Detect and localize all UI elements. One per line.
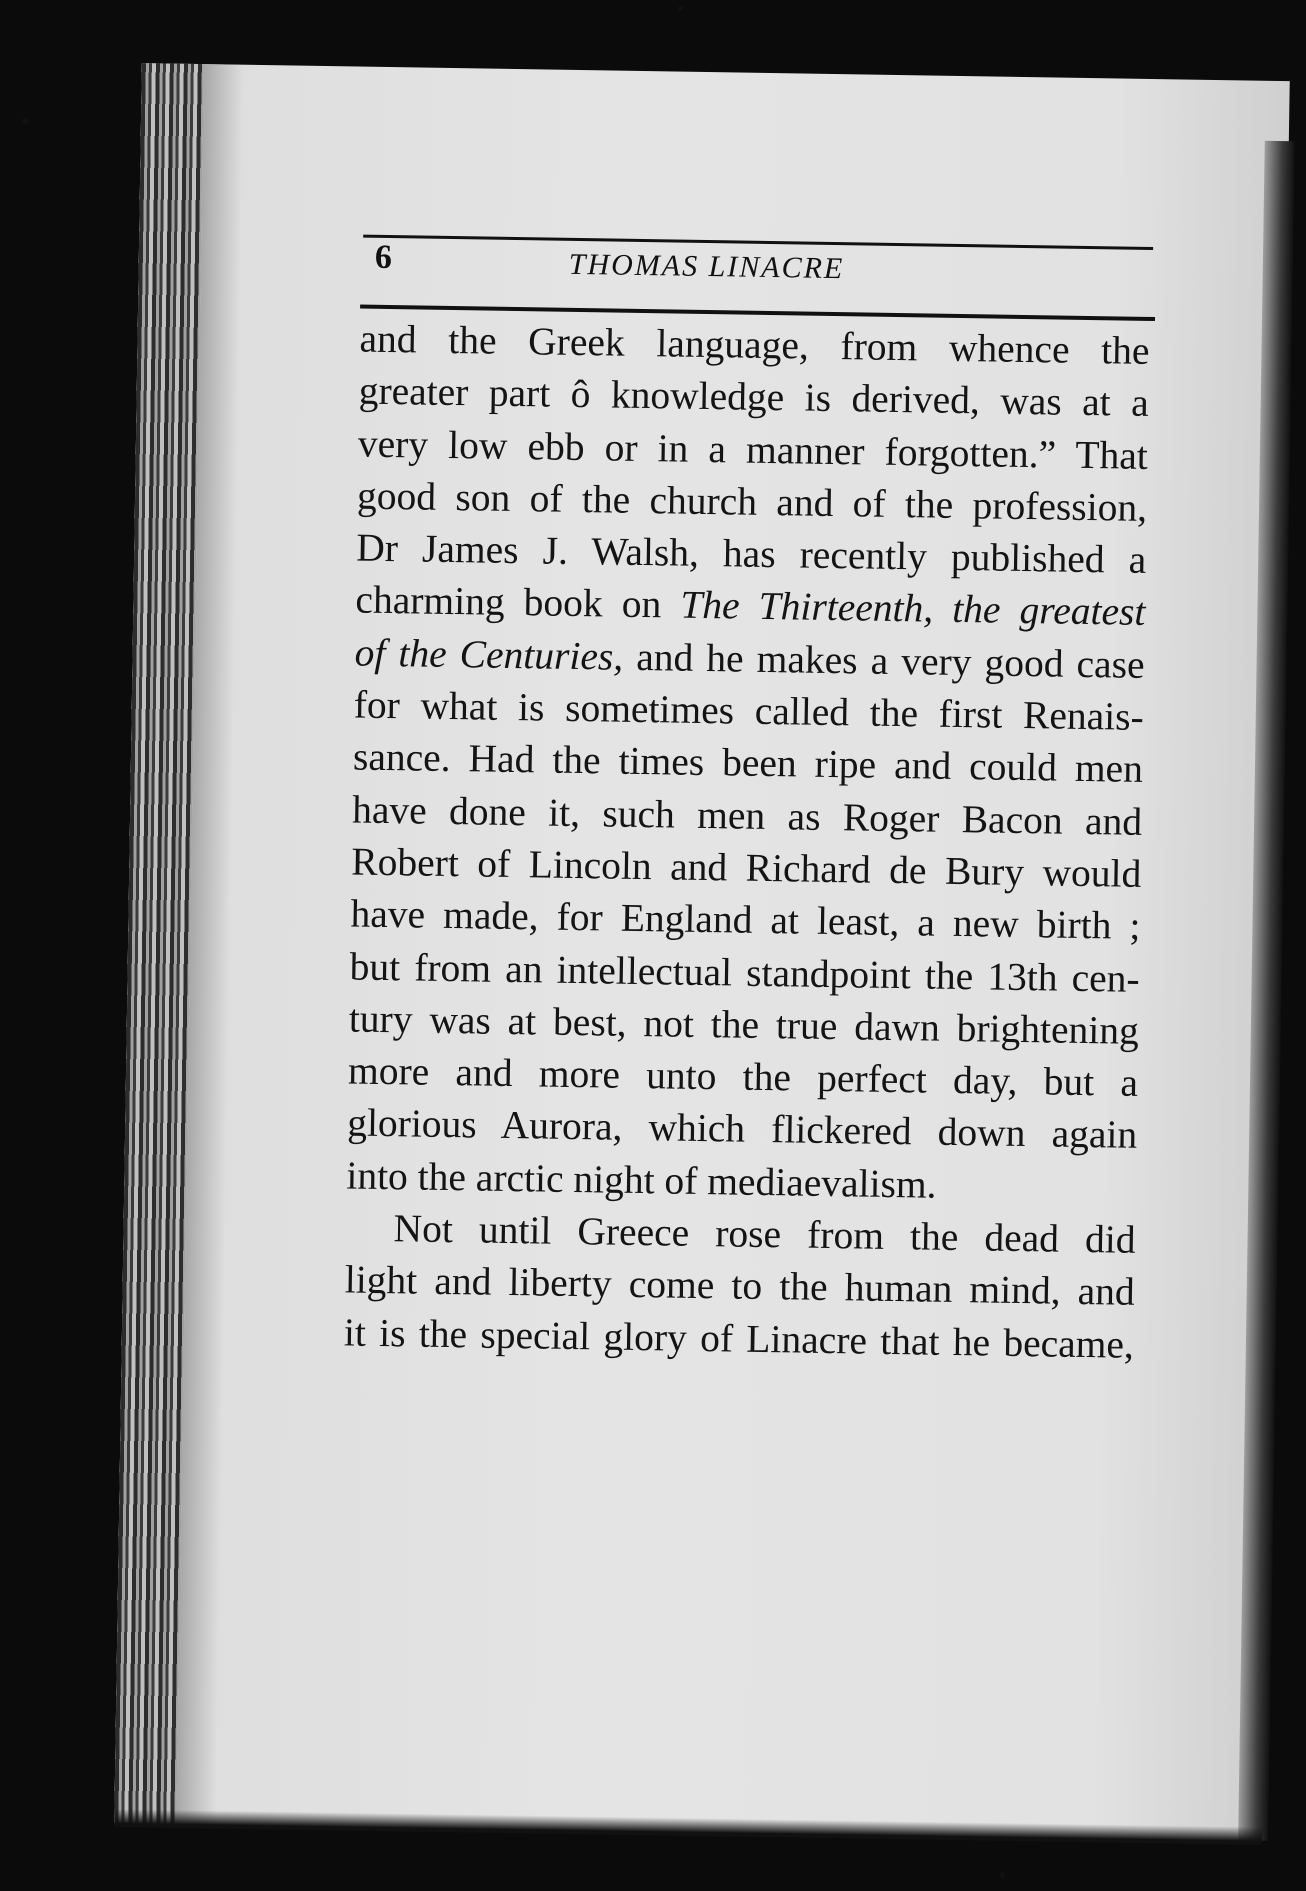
scan-speck xyxy=(1000,1872,1005,1878)
book-page xyxy=(114,63,1290,1841)
text-line: have done it, such men as Roger Bacon and xyxy=(351,787,1143,844)
body-text xyxy=(344,313,1150,1371)
text-line: Robert of Lincoln and Richard de Bury would xyxy=(351,839,1142,896)
text-run: and he makes a very good case xyxy=(635,634,1145,687)
text-line: and the Greek language, from whence the xyxy=(359,316,1150,373)
text-line: but from an intellectual standpoint the 13th cen- xyxy=(349,944,1140,1001)
text-line: Dr James J. Walsh, has recently published a xyxy=(355,525,1147,583)
running-head: THOMAS LINACRE xyxy=(568,247,845,286)
text-line: tury was at best, not the true dawn brightening xyxy=(348,996,1140,1053)
text-run: charming book on xyxy=(355,578,662,627)
text-line: light and liberty come to the human mind, and xyxy=(344,1257,1136,1315)
text-line: it is the special glory of Linacre that he became, xyxy=(343,1310,1135,1367)
text-line: more and more unto the perfect day, but a xyxy=(347,1048,1139,1106)
text-line: greater part ô knowledge is derived, was at a xyxy=(358,368,1150,426)
text-line: Not until Greece rose from the dead did xyxy=(393,1206,1136,1262)
scan-speck xyxy=(678,6,683,11)
scan-speck xyxy=(22,118,28,124)
page-right-edge xyxy=(1238,141,1295,1841)
book-title-italic: of the Centuries, xyxy=(354,630,624,679)
header-rule-top xyxy=(363,235,1153,250)
page-number: 6 xyxy=(374,238,393,277)
text-line: good son of the church and of the profession, xyxy=(356,473,1148,530)
text-line: have made, for England at least, a new birth ; xyxy=(350,891,1141,949)
text-line: glorious Aurora, which flickered down again xyxy=(346,1100,1138,1158)
text-line: very low ebb or in a manner forgotten.” That xyxy=(357,421,1149,478)
page-bottom-edge xyxy=(114,1809,1262,1845)
book-title-italic: The Thirteenth, the greatest xyxy=(680,583,1146,635)
text-line: for what is sometimes called the first Renais- xyxy=(353,682,1145,739)
text-line: sance. Had the times been ripe and could men xyxy=(352,734,1144,792)
text-line: into the arctic night of mediaevalism. xyxy=(346,1153,937,1207)
